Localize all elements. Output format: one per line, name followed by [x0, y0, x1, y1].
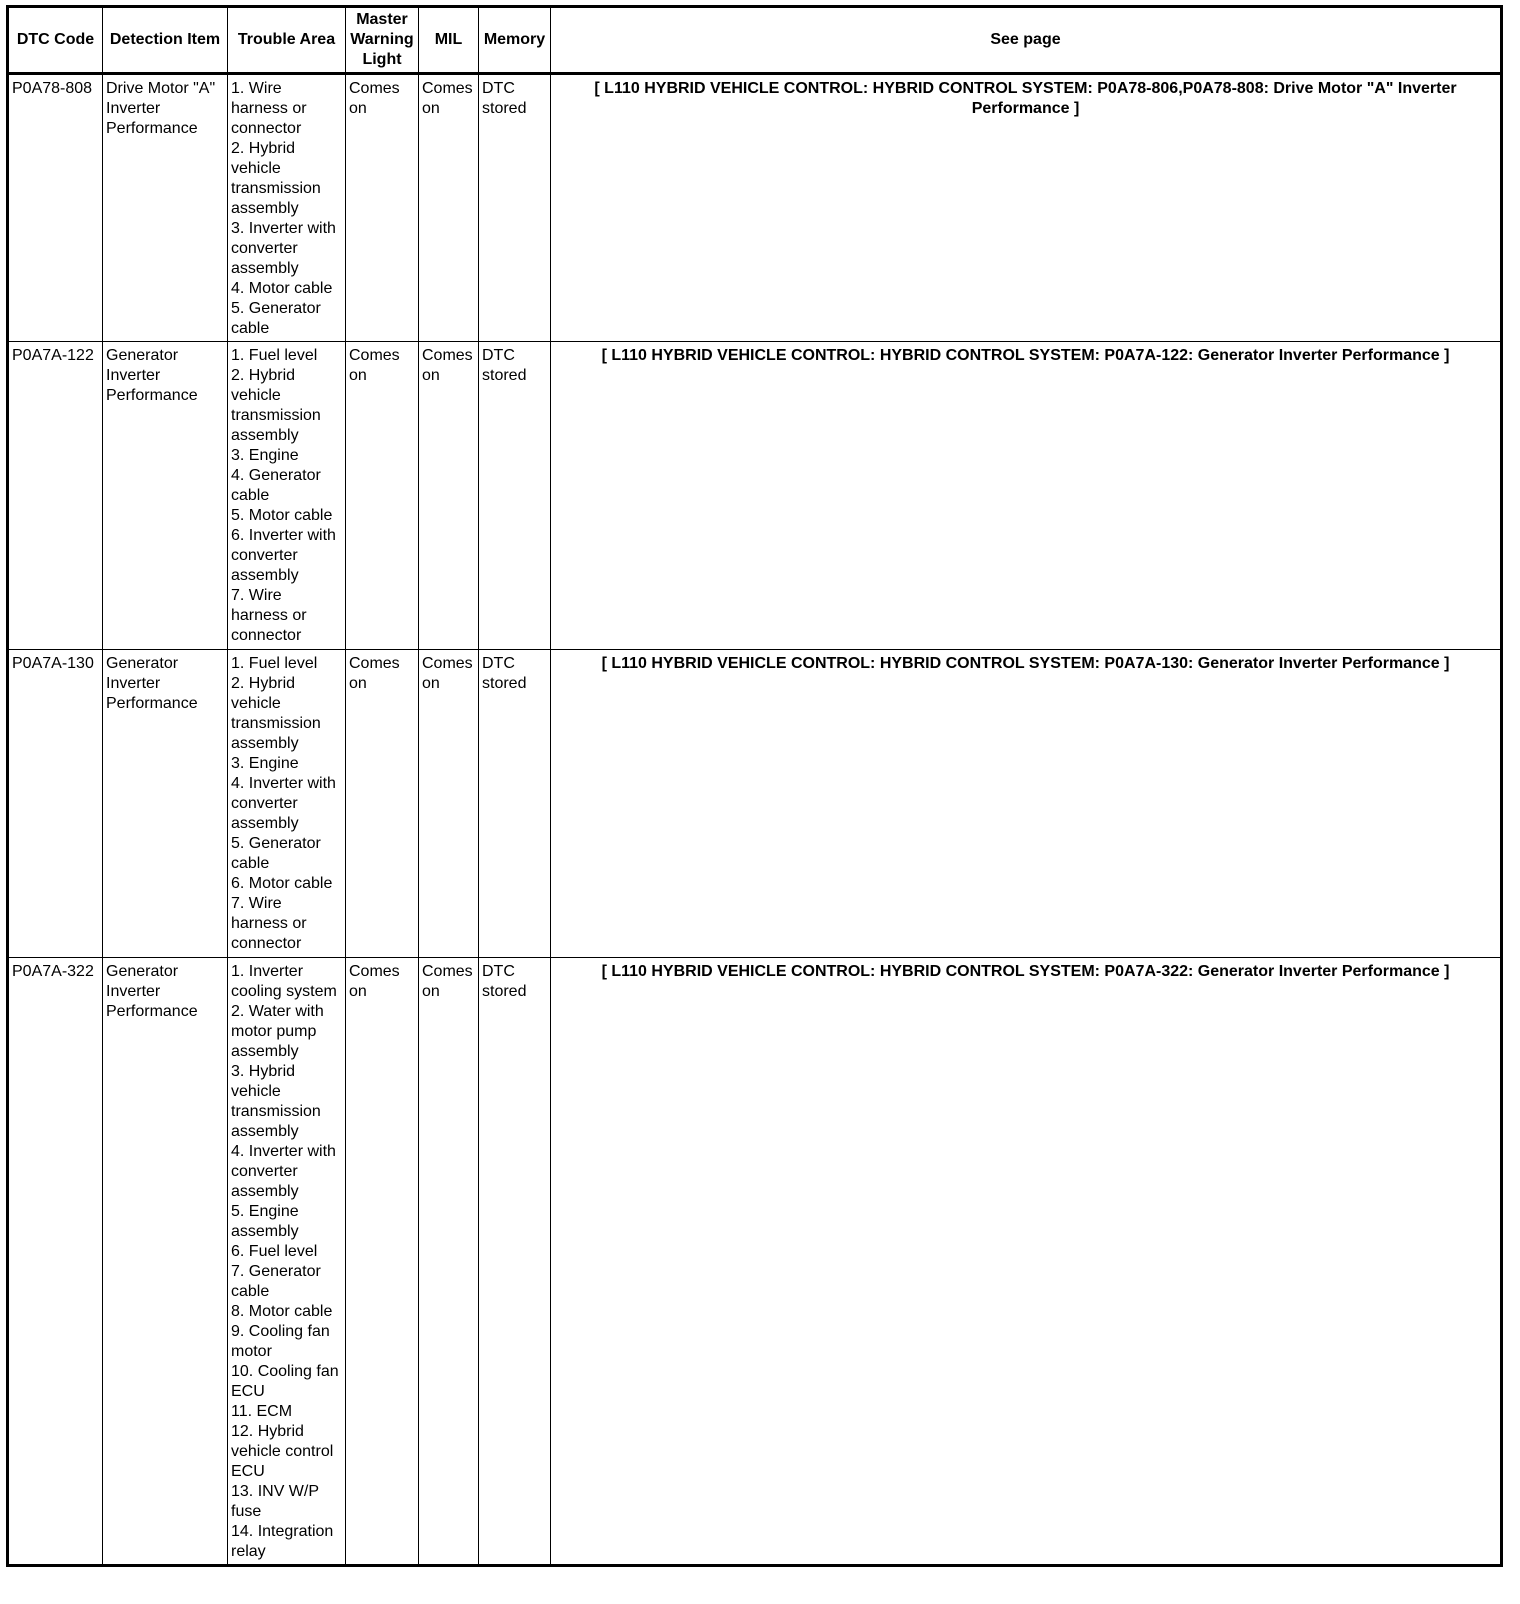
header-master-warning-light: Master Warning Light	[346, 7, 419, 74]
trouble-area-item: 2. Water with motor pump assembly	[231, 1003, 324, 1060]
dtc-code-cell: P0A78-808	[8, 74, 103, 342]
trouble-area-item: 4. Inverter with converter assembly	[231, 1143, 336, 1200]
see-page-link[interactable]: [ L110 HYBRID VEHICLE CONTROL: HYBRID CONTROL SYSTEM: P0A7A-322: Generator Inverter Performance ]	[551, 958, 1502, 1566]
mil-cell: Comes on	[419, 342, 479, 650]
detection-item-cell: Drive Motor "A" Inverter Performance	[103, 74, 228, 342]
table-row	[8, 342, 1502, 650]
trouble-area-item: 2. Hybrid vehicle transmission assembly	[231, 675, 321, 752]
table-header	[8, 7, 1502, 74]
trouble-area-item: 1. Inverter cooling system	[231, 963, 337, 1000]
trouble-area-item: 5. Generator cable	[231, 835, 321, 872]
trouble-area-item: 13. INV W/P fuse	[231, 1483, 319, 1520]
detection-item-cell: Generator Inverter Performance	[103, 342, 228, 650]
trouble-area-cell	[228, 74, 346, 342]
trouble-area-item: 3. Inverter with converter assembly	[231, 220, 336, 277]
see-page-link[interactable]: [ L110 HYBRID VEHICLE CONTROL: HYBRID CONTROL SYSTEM: P0A78-806,P0A78-808: Drive Motor "A" Inverter Performance ]	[551, 74, 1502, 342]
trouble-area-item: 10. Cooling fan ECU	[231, 1363, 339, 1400]
dtc-code-cell: P0A7A-322	[8, 958, 103, 1566]
master-warning-light-cell: Comes on	[346, 74, 419, 342]
trouble-area-item: 9. Cooling fan motor	[231, 1323, 330, 1360]
trouble-area-item: 5. Motor cable	[231, 507, 333, 524]
trouble-area-cell	[228, 958, 346, 1566]
mil-cell: Comes on	[419, 74, 479, 342]
trouble-area-item: 14. Integration relay	[231, 1523, 334, 1560]
trouble-area-item: 4. Inverter with converter assembly	[231, 775, 336, 832]
trouble-area-item: 1. Fuel level	[231, 347, 318, 364]
trouble-area-item: 7. Generator cable	[231, 1263, 321, 1300]
header-mil: MIL	[419, 7, 479, 74]
detection-item-cell: Generator Inverter Performance	[103, 650, 228, 958]
dtc-code-cell: P0A7A-122	[8, 342, 103, 650]
master-warning-light-cell: Comes on	[346, 342, 419, 650]
table-row	[8, 74, 1502, 342]
trouble-area-item: 12. Hybrid vehicle control ECU	[231, 1423, 334, 1480]
header-trouble-area: Trouble Area	[228, 7, 346, 74]
mil-cell: Comes on	[419, 958, 479, 1566]
trouble-area-item: 3. Engine	[231, 447, 299, 464]
trouble-area-item: 6. Motor cable	[231, 875, 333, 892]
memory-cell: DTC stored	[479, 650, 551, 958]
header-see-page: See page	[551, 7, 1502, 74]
dtc-code-cell: P0A7A-130	[8, 650, 103, 958]
header-row	[8, 7, 1502, 74]
trouble-area-item: 4. Motor cable	[231, 280, 333, 297]
trouble-area-item: 6. Fuel level	[231, 1243, 318, 1260]
header-memory: Memory	[479, 7, 551, 74]
trouble-area-item: 8. Motor cable	[231, 1303, 333, 1320]
trouble-area-item: 11. ECM	[231, 1403, 293, 1420]
trouble-area-item: 5. Generator cable	[231, 300, 321, 337]
dtc-table	[6, 5, 1503, 1567]
table-body	[8, 74, 1502, 1566]
memory-cell: DTC stored	[479, 342, 551, 650]
memory-cell: DTC stored	[479, 74, 551, 342]
trouble-area-item: 3. Engine	[231, 755, 299, 772]
trouble-area-item: 3. Hybrid vehicle transmission assembly	[231, 1063, 321, 1140]
trouble-area-item: 7. Wire harness or connector	[231, 587, 307, 644]
trouble-area-item: 6. Inverter with converter assembly	[231, 527, 336, 584]
trouble-area-item: 4. Generator cable	[231, 467, 321, 504]
dtc-table-container	[6, 5, 1503, 1567]
trouble-area-item: 7. Wire harness or connector	[231, 895, 307, 952]
header-detection-item: Detection Item	[103, 7, 228, 74]
trouble-area-item: 2. Hybrid vehicle transmission assembly	[231, 140, 321, 217]
see-page-link[interactable]: [ L110 HYBRID VEHICLE CONTROL: HYBRID CONTROL SYSTEM: P0A7A-122: Generator Inverter Performance ]	[551, 342, 1502, 650]
see-page-link[interactable]: [ L110 HYBRID VEHICLE CONTROL: HYBRID CONTROL SYSTEM: P0A7A-130: Generator Inverter Performance ]	[551, 650, 1502, 958]
header-dtc-code: DTC Code	[8, 7, 103, 74]
detection-item-cell: Generator Inverter Performance	[103, 958, 228, 1566]
table-row	[8, 958, 1502, 1566]
master-warning-light-cell: Comes on	[346, 958, 419, 1566]
trouble-area-cell	[228, 342, 346, 650]
trouble-area-cell	[228, 650, 346, 958]
mil-cell: Comes on	[419, 650, 479, 958]
master-warning-light-cell: Comes on	[346, 650, 419, 958]
trouble-area-item: 1. Wire harness or connector	[231, 80, 307, 137]
trouble-area-item: 5. Engine assembly	[231, 1203, 299, 1240]
memory-cell: DTC stored	[479, 958, 551, 1566]
trouble-area-item: 1. Fuel level	[231, 655, 318, 672]
table-row	[8, 650, 1502, 958]
trouble-area-item: 2. Hybrid vehicle transmission assembly	[231, 367, 321, 444]
